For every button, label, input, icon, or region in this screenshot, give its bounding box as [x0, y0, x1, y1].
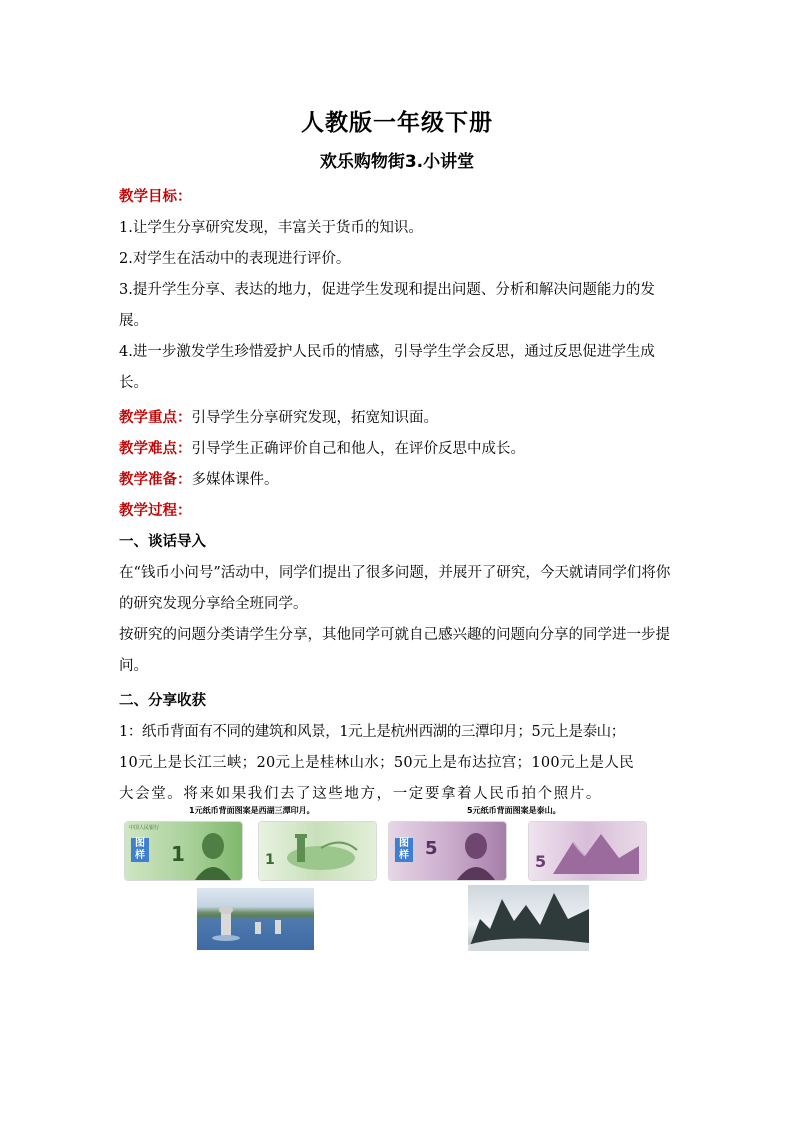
document-title: 人教版一年级下册	[301, 110, 493, 136]
section1-paragraph: 按研究的问题分类请学生分享，其他同学可就自己感兴趣的问题向分享的同学进一步提问。	[119, 627, 670, 674]
key-point	[119, 403, 679, 434]
preparation-text: 多媒体课件。	[191, 472, 279, 488]
section2-heading: 二、分享收获	[119, 693, 206, 709]
document-body	[119, 182, 679, 810]
note-value: 5	[535, 852, 547, 871]
portrait-icon	[453, 826, 499, 880]
section2-paragraph-line: 10元上是长江三峡；20元上是桂林山水；50元上是布达拉宫；100元上是人民	[119, 755, 634, 771]
process-heading: 教学过程：	[119, 503, 192, 519]
difficulty	[119, 434, 679, 465]
note-value: 1	[265, 852, 275, 868]
mount-tai-photo	[468, 885, 589, 951]
key-point-text: 引导学生分享研究发现，拓宽知识面。	[191, 410, 438, 426]
objective-item: 1.让学生分享研究发现，丰富关于货币的知识。	[119, 220, 423, 236]
one-yuan-back-note	[259, 822, 376, 880]
portrait-icon	[191, 826, 235, 880]
five-yuan-back-note	[529, 822, 646, 880]
document-subtitle: 欢乐购物街3.小讲堂	[319, 152, 475, 172]
sample-watermark: 图样	[395, 838, 413, 862]
stone-pagoda-icon	[197, 888, 314, 950]
west-lake-photo	[197, 888, 314, 950]
note-value: 5	[425, 838, 438, 859]
objective-item: 4.进一步激发学生珍惜爱护人民币的情感，引导学生学会反思，通过反思促进学生成长。	[119, 344, 655, 391]
caption-five-yuan: 5元纸币背面图案是泰山。	[467, 806, 561, 815]
section1-paragraph: 在“钱币小问号”活动中，同学们提出了很多问题，并展开了研究，今天就请同学们将你的研究发现分享给全班同学。	[119, 565, 671, 612]
sample-watermark: 图样	[131, 838, 149, 862]
objective-item: 3.提升学生分享、表达的地力，促进学生发现和提出问题、分析和解决问题能力的发展。	[119, 282, 655, 329]
objectives-heading: 教学目标：	[119, 189, 192, 205]
five-yuan-front-note	[389, 822, 506, 880]
note-value: 1	[171, 842, 185, 866]
mountain-peaks-icon	[468, 885, 589, 951]
one-yuan-front-note	[125, 822, 242, 880]
section1-heading: 一、谈话导入	[119, 534, 206, 550]
mount-tai-scene-icon	[553, 828, 639, 876]
preparation	[119, 465, 679, 496]
section2-paragraph-line: 大会堂。将来如果我们去了这些地方，一定要拿着人民币拍个照片。	[119, 786, 602, 802]
section2-paragraph-line: 1：纸币背面有不同的建筑和风景，1元上是杭州西湖的三潭印月；5元上是泰山；	[119, 724, 625, 740]
key-point-label: 教学重点：	[119, 410, 192, 426]
objective-item: 2.对学生在活动中的表现进行评价。	[119, 251, 351, 267]
difficulty-label: 教学难点：	[119, 441, 192, 457]
banknote-figure	[119, 800, 679, 955]
three-pools-scene-icon	[281, 828, 361, 874]
difficulty-text: 引导学生正确评价自己和他人，在评价反思中成长。	[191, 441, 525, 457]
caption-one-yuan: 1元纸币背面图案是西湖三潭印月。	[189, 806, 315, 815]
preparation-label: 教学准备：	[119, 472, 192, 488]
note-bank-name: 中国人民银行	[129, 825, 160, 831]
